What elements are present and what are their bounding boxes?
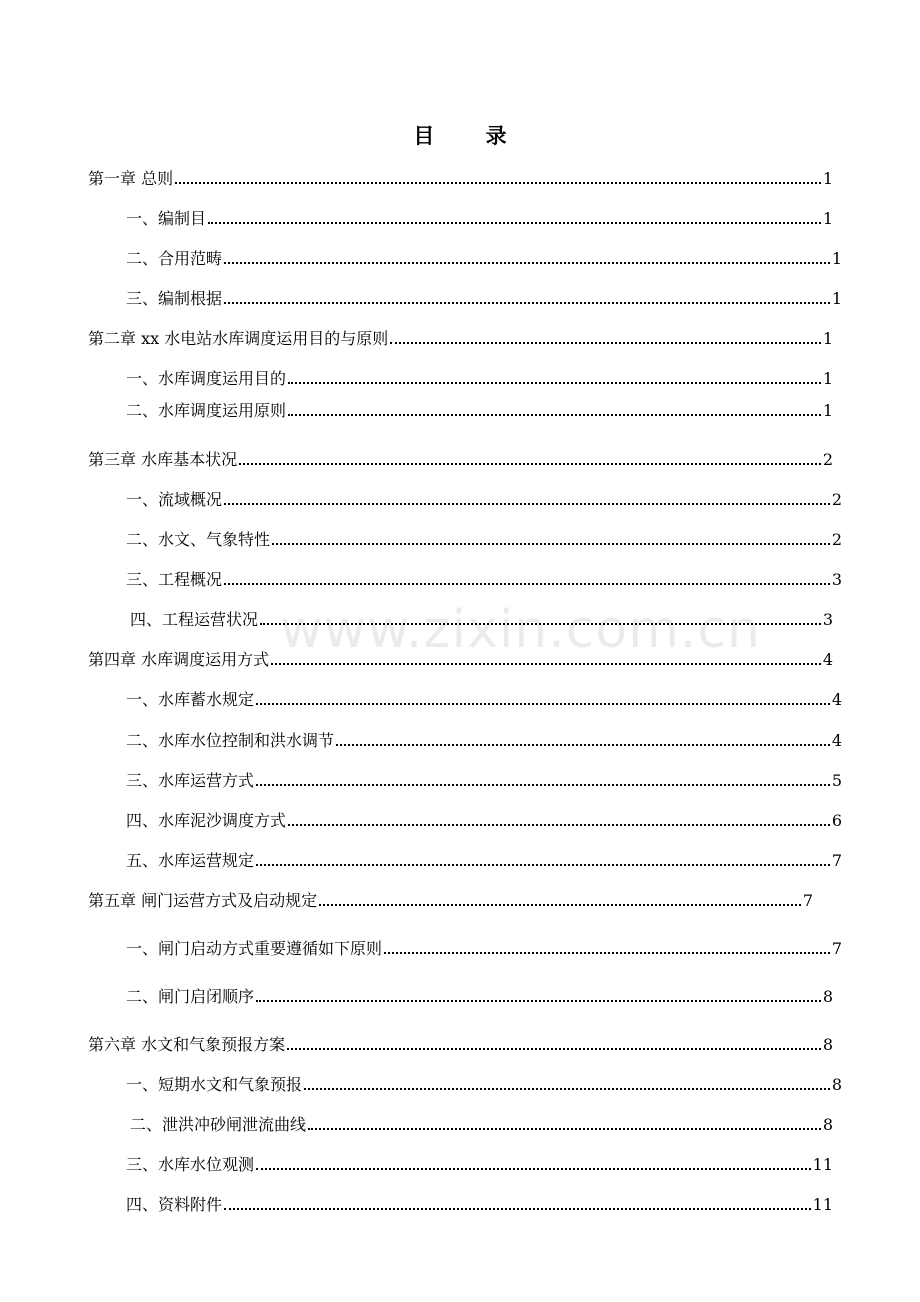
dot-leader — [224, 583, 830, 585]
toc-entry-label: 第三章 水库基本状况 — [88, 450, 238, 469]
toc-entry-label: 二、泄洪冲砂闸泄流曲线 — [130, 1115, 307, 1134]
toc-entry-page: 8 — [822, 1035, 833, 1054]
toc-entry-4-3[interactable] — [126, 770, 842, 792]
toc-entry-label: 三、工程概况 — [126, 570, 223, 589]
toc-entry-1-2[interactable] — [126, 248, 842, 270]
dot-leader — [224, 262, 830, 264]
dot-leader — [256, 784, 830, 786]
toc-entry-page: 1 — [831, 289, 842, 308]
toc-entry-page: 1 — [831, 249, 842, 268]
toc-entry-3-4[interactable] — [130, 609, 833, 631]
toc-entry-label: 三、水库水位观测 — [126, 1155, 255, 1174]
toc-entry-label: 一、闸门启动方式重要遵循如下原则 — [126, 939, 383, 958]
dot-leader — [288, 382, 821, 384]
toc-entry-ch4[interactable] — [88, 649, 833, 671]
dot-leader — [256, 864, 830, 866]
toc-entry-label: 三、水库运营方式 — [126, 771, 255, 790]
toc-entry-3-2[interactable] — [126, 529, 842, 551]
toc-entry-label: 二、水文、气象特性 — [126, 530, 271, 549]
toc-entry-page: 7 — [831, 851, 842, 870]
toc-entry-label: 五、水库运营规定 — [126, 851, 255, 870]
dot-leader — [256, 703, 830, 705]
toc-entry-page: 3 — [831, 570, 842, 589]
toc-entry-5-2[interactable] — [126, 986, 833, 1008]
toc-entry-page: 11 — [812, 1155, 833, 1174]
dot-leader — [336, 744, 830, 746]
dot-leader — [288, 824, 830, 826]
toc-entry-page: 1 — [822, 329, 833, 348]
toc-entry-page: 7 — [802, 891, 813, 910]
dot-leader — [224, 503, 830, 505]
toc-entry-label: 一、流域概况 — [126, 490, 223, 509]
dot-leader — [224, 1208, 811, 1210]
toc-entry-2-2[interactable] — [126, 400, 833, 422]
dot-leader — [224, 302, 830, 304]
toc-entry-page: 2 — [831, 530, 842, 549]
watermark: www.zixin.com.cn — [280, 600, 761, 660]
toc-entry-page: 4 — [831, 731, 842, 750]
dot-leader — [260, 623, 821, 625]
toc-entry-label: 二、合用范畴 — [126, 249, 223, 268]
dot-leader — [308, 1128, 821, 1130]
toc-entry-label: 第五章 闸门运营方式及启动规定 — [88, 891, 318, 910]
toc-entry-page: 8 — [822, 987, 833, 1006]
toc-entry-page: 8 — [831, 1075, 842, 1094]
toc-entry-ch2[interactable] — [88, 328, 833, 350]
toc-entry-label: 第一章 总则 — [88, 169, 174, 188]
dot-leader — [175, 182, 821, 184]
toc-entry-ch1[interactable] — [88, 168, 833, 190]
toc-entry-label: 第二章 xx 水电站水库调度运用目的与原则 — [88, 329, 389, 348]
dot-leader — [256, 1168, 811, 1170]
toc-entry-label: 二、闸门启闭顺序 — [126, 987, 255, 1006]
toc-entry-4-2[interactable] — [126, 730, 842, 752]
toc-entry-label: 一、水库调度运用目的 — [126, 369, 287, 388]
toc-entry-2-1[interactable] — [126, 368, 833, 390]
toc-entry-4-5[interactable] — [126, 850, 842, 872]
toc-entry-page: 2 — [831, 490, 842, 509]
toc-entry-page: 1 — [822, 209, 833, 228]
dot-leader — [304, 1088, 830, 1090]
toc-entry-ch6[interactable] — [88, 1034, 833, 1056]
toc-entry-label: 四、水库泥沙调度方式 — [126, 811, 287, 830]
dot-leader — [319, 904, 801, 906]
dot-leader — [384, 952, 830, 954]
toc-entry-page: 5 — [831, 771, 842, 790]
toc-entry-4-4[interactable] — [126, 810, 842, 832]
toc-entry-label: 二、水库调度运用原则 — [126, 401, 287, 420]
toc-entry-page: 1 — [822, 369, 833, 388]
dot-leader — [272, 543, 830, 545]
toc-entry-label: 第六章 水文和气象预报方案 — [88, 1035, 286, 1054]
toc-entry-4-1[interactable] — [126, 689, 842, 711]
toc-entry-page: 4 — [831, 690, 842, 709]
toc-entry-ch3[interactable] — [88, 449, 833, 471]
dot-leader — [288, 414, 821, 416]
toc-entry-page: 8 — [822, 1115, 833, 1134]
toc-entry-label: 四、资料附件 — [126, 1195, 223, 1214]
toc-entry-1-1[interactable] — [126, 208, 833, 230]
toc-entry-5-1[interactable] — [126, 938, 842, 960]
dot-leader — [287, 1048, 821, 1050]
toc-entry-6-2[interactable] — [130, 1114, 833, 1136]
toc-entry-label: 三、编制根据 — [126, 289, 223, 308]
toc-entry-page: 1 — [822, 401, 833, 420]
dot-leader — [256, 1000, 821, 1002]
toc-entry-page: 2 — [822, 450, 833, 469]
toc-entry-page: 1 — [822, 169, 833, 188]
toc-entry-3-3[interactable] — [126, 569, 842, 591]
dot-leader — [271, 663, 821, 665]
toc-entry-label: 一、水库蓄水规定 — [126, 690, 255, 709]
toc-entry-6-1[interactable] — [126, 1074, 842, 1096]
toc-entry-3-1[interactable] — [126, 489, 842, 511]
toc-entry-page: 3 — [822, 610, 833, 629]
toc-entry-page: 4 — [822, 650, 833, 669]
toc-entry-6-3[interactable] — [126, 1154, 833, 1176]
toc-entry-page: 11 — [812, 1195, 833, 1214]
toc-entry-1-3[interactable] — [126, 288, 842, 310]
toc-entry-label: 第四章 水库调度运用方式 — [88, 650, 270, 669]
dot-leader — [208, 222, 821, 224]
dot-leader — [390, 342, 821, 344]
toc-entry-page: 7 — [831, 939, 842, 958]
toc-entry-label: 一、短期水文和气象预报 — [126, 1075, 303, 1094]
toc-entry-label: 二、水库水位控制和洪水调节 — [126, 731, 335, 750]
toc-entry-ch5[interactable] — [88, 890, 813, 912]
dot-leader — [239, 463, 821, 465]
toc-entry-label: 一、编制目 — [126, 209, 207, 228]
toc-entry-6-4[interactable] — [126, 1194, 833, 1216]
toc-entry-page: 6 — [831, 811, 842, 830]
toc-title: 目 录 — [413, 123, 529, 148]
toc-entry-label: 四、工程运营状况 — [130, 610, 259, 629]
